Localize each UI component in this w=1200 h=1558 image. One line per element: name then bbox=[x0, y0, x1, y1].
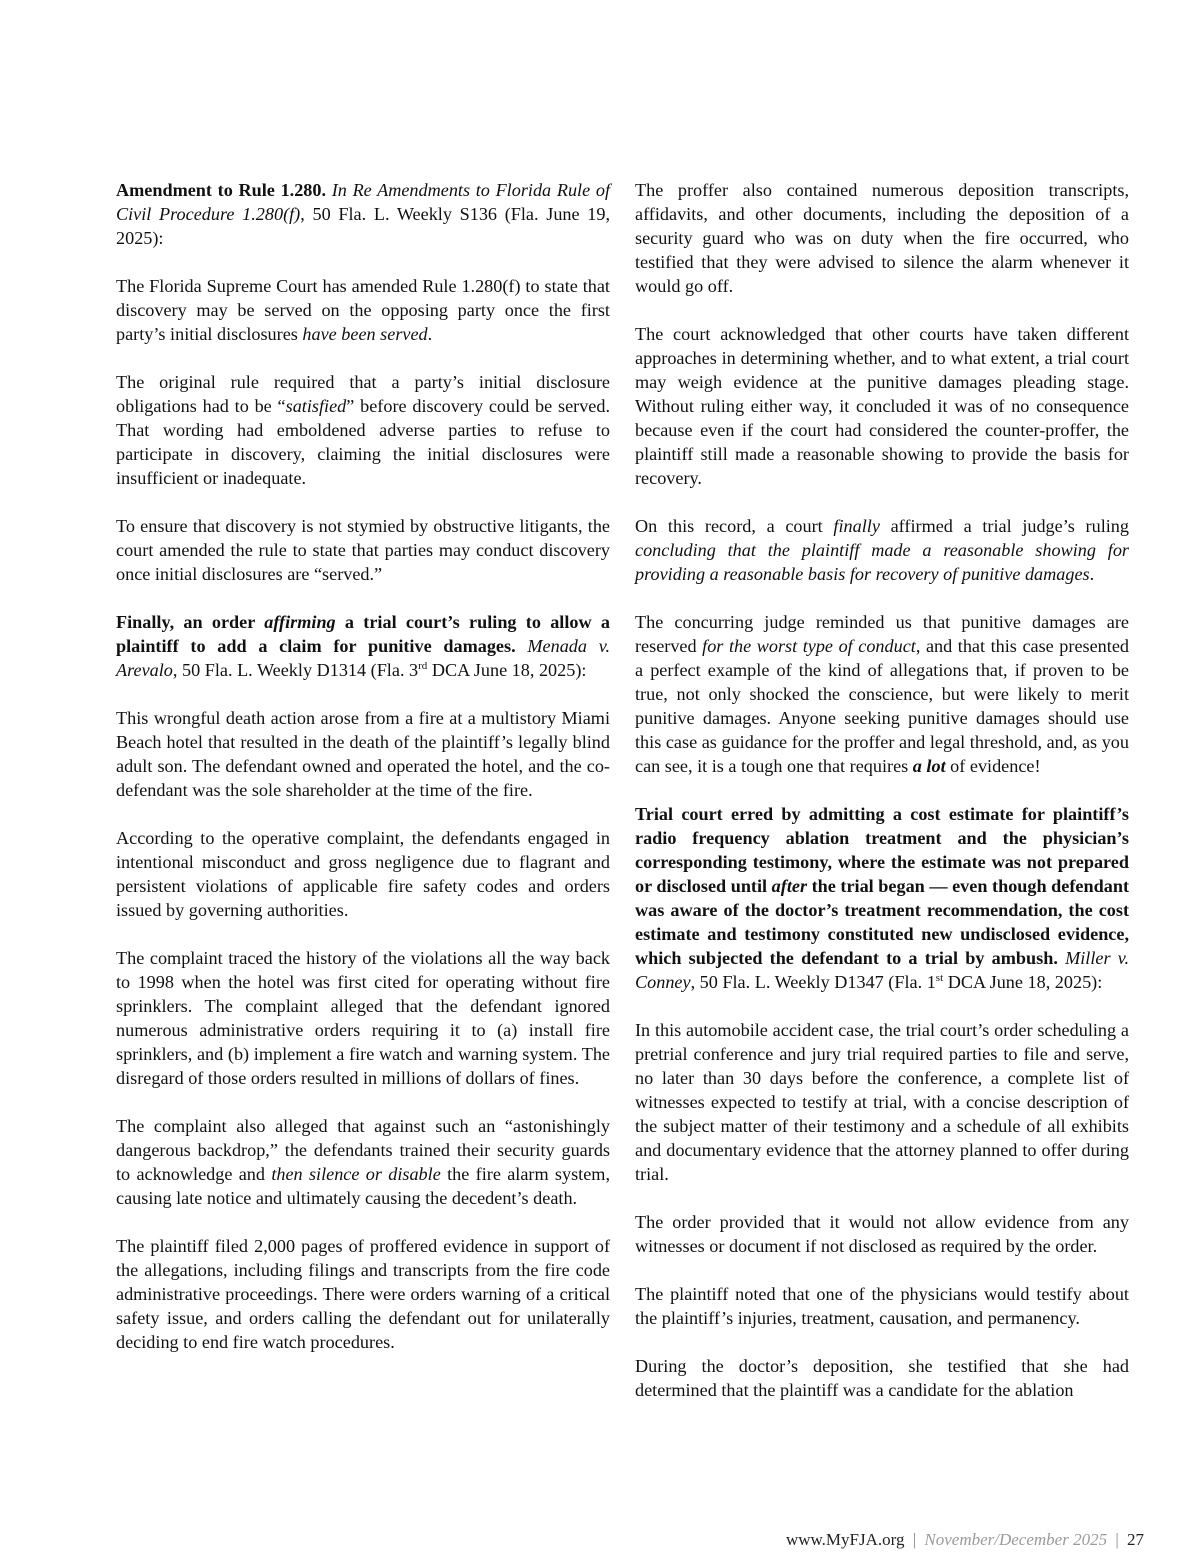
bold-italic-text: affirming bbox=[264, 612, 336, 632]
text-run: The concurring judge reminded us that punitive damages are reserved bbox=[635, 612, 1129, 656]
body-paragraph: In this automobile accident case, the trial court’s order scheduling a pretrial conference and jury trial required parties to file and serve, no later than 30 days before the conference, a complete list of witnesses expected to testify at trial, with a concise description of the subject matter of their testimony and a schedule of all exhibits and documentary evidence that the attorney planned to offer during trial. bbox=[635, 1020, 1129, 1184]
bold-italic-text: after bbox=[771, 876, 808, 896]
ordinal-superscript: st bbox=[935, 971, 944, 984]
website-link[interactable]: www.MyFJA.org bbox=[785, 1530, 905, 1549]
case-name: In Re Amendments to Florida Rule of Civil Procedure 1.280(f) bbox=[116, 180, 610, 224]
text-run: , and that this case presented a perfect example of the kind of allegations that, if proven to be true, not only shocked the conscience, but were likely to merit punitive damages. Anyone seeking punitive damages should use this case as guidance for the proffer and legal threshold, and, as you can see, it is a tough one that requires bbox=[635, 636, 1129, 776]
body-paragraph bbox=[116, 370, 610, 490]
page-number: 27 bbox=[1127, 1530, 1144, 1549]
text-run: The Florida Supreme Court has amended Rule 1.280(f) to state that discovery may be served on the opposing party once the first party’s initial disclosures bbox=[116, 276, 610, 344]
italic-text: satisfied bbox=[285, 396, 347, 416]
body-paragraph: The complaint traced the history of the violations all the way back to 1998 when the hotel was first cited for operating without fire sprinklers. The complaint alleged that the defendant ignored numerous administrative orders requiring it to (a) install fire sprinklers, and (b) implement a fire watch and warning system. The disregard of those orders resulted in millions of dollars of fines. bbox=[116, 948, 610, 1088]
footer-separator: | bbox=[1115, 1530, 1119, 1549]
text-run: of evidence! bbox=[945, 756, 1041, 776]
issue-date: November/December 2025 bbox=[924, 1530, 1108, 1549]
case-heading: Amendment to Rule 1.280. bbox=[116, 180, 327, 200]
text-run: . bbox=[1089, 564, 1095, 584]
italic-text: concluding that the plaintiff made a reasonable showing for providing a reasonable basis for recovery of punitive damages bbox=[635, 540, 1129, 584]
case-name: Menada v. Arevalo bbox=[116, 636, 610, 680]
left-column bbox=[116, 178, 610, 1354]
bold-text: the trial began — even though defendant was aware of the doctor’s treatment recommendation, the cost estimate and testimony constituted new undisclosed evidence, which subjected the defendant to a trial by ambush. bbox=[635, 876, 1129, 968]
italic-text: for the worst type of conduct bbox=[702, 636, 916, 656]
text-run: The complaint also alleged that against such an “astonishingly dangerous backdrop,” the defendants trained their security guards to acknowledge and bbox=[116, 1116, 610, 1184]
body-paragraph: The court acknowledged that other courts have taken different approaches in determining whether, and to what extent, a trial court may weigh evidence at the punitive damages pleading stage. Without ruling either way, it concluded it was of no consequence because even if the court had considered the counter-proffer, the plaintiff still made a reasonable showing to provide the basis for recovery. bbox=[635, 324, 1129, 488]
case-citation: DCA June 18, 2025): bbox=[427, 660, 587, 680]
footer-separator: | bbox=[912, 1530, 917, 1549]
bold-text: a trial court’s ruling to allow a plaintiff to add a claim for punitive damages. bbox=[116, 612, 611, 656]
body-paragraph: To ensure that discovery is not stymied by obstructive litigants, the court amended the rule to state that parties may conduct discovery once initial disclosures are “served.” bbox=[116, 516, 610, 584]
body-paragraph: The order provided that it would not allow evidence from any witnesses or document if not disclosed as required by the order. bbox=[635, 1212, 1129, 1256]
bold-text: Finally, an order bbox=[116, 612, 265, 632]
body-paragraph bbox=[116, 274, 610, 346]
case-citation: , 50 Fla. L. Weekly D1314 (Fla. 3 bbox=[172, 660, 419, 680]
case-citation: , 50 Fla. L. Weekly D1347 (Fla. 1 bbox=[690, 972, 936, 992]
body-paragraph: The plaintiff noted that one of the physicians would testify about the plaintiff’s injuries, treatment, causation, and permanency. bbox=[635, 1284, 1129, 1328]
italic-text: finally bbox=[833, 516, 880, 536]
right-column bbox=[635, 178, 1129, 1402]
text-run: ” before discovery could be served. That wording had emboldened adverse parties to refuse to participate in discovery, claiming the initial disclosures were insufficient or inadequate. bbox=[116, 396, 611, 488]
body-paragraph: The proffer also contained numerous deposition transcripts, affidavits, and other documents, including the deposition of a security guard who was on duty when the fire occurred, who testified that they were advised to silence the alarm whenever it would go off. bbox=[635, 180, 1129, 296]
rule-amendment-heading-paragraph bbox=[116, 178, 610, 250]
text-run: . bbox=[427, 324, 433, 344]
text-run: The original rule required that a party’s initial disclosure obligations had to be “ bbox=[116, 372, 610, 416]
bold-text: Trial court erred by admitting a cost estimate for plaintiff’s radio frequency ablation treatment and the physician’s corresponding testimony, where the estimate was not prepared or disclosed until bbox=[635, 804, 1129, 896]
body-paragraph: According to the operative complaint, the defendants engaged in intentional misconduct and gross negligence due to flagrant and persistent violations of applicable fire safety codes and orders issued by governing authorities. bbox=[116, 828, 610, 920]
text-run: the fire alarm system, causing late notice and ultimately causing the decedent’s death. bbox=[116, 1164, 610, 1208]
body-paragraph: The plaintiff filed 2,000 pages of proffered evidence in support of the allegations, including filings and transcripts from the fire code administrative proceedings. There were orders warning of a critical safety issue, and orders calling the defendant out for unilaterally deciding to end fire watch procedures. bbox=[116, 1236, 610, 1352]
body-paragraph bbox=[635, 514, 1129, 586]
body-paragraph: During the doctor’s deposition, she testified that she had determined that the plaintiff was a candidate for the ablation bbox=[635, 1356, 1129, 1400]
bold-italic-text: a lot bbox=[912, 756, 946, 776]
body-paragraph bbox=[116, 1114, 610, 1210]
case-heading-paragraph bbox=[116, 610, 610, 682]
page-footer bbox=[786, 1530, 1144, 1550]
case-citation: , 50 Fla. L. Weekly S136 (Fla. June 19, 2025): bbox=[116, 204, 610, 248]
text-run: affirmed a trial judge’s ruling bbox=[879, 516, 1129, 536]
case-heading-paragraph bbox=[635, 802, 1129, 994]
case-name: Miller v. Conney bbox=[635, 948, 1130, 992]
text-run: On this record, a court bbox=[635, 516, 834, 536]
body-paragraph: This wrongful death action arose from a fire at a multistory Miami Beach hotel that resulted in the death of the plaintiff’s legally blind adult son. The defendant owned and operated the hotel, and the co-defendant was the sole shareholder at the time of the fire. bbox=[116, 708, 610, 800]
italic-text: then silence or disable bbox=[271, 1164, 441, 1184]
italic-text: have been served bbox=[302, 324, 428, 344]
body-paragraph bbox=[635, 610, 1129, 778]
case-citation: DCA June 18, 2025): bbox=[943, 972, 1103, 992]
ordinal-superscript: rd bbox=[418, 659, 428, 672]
